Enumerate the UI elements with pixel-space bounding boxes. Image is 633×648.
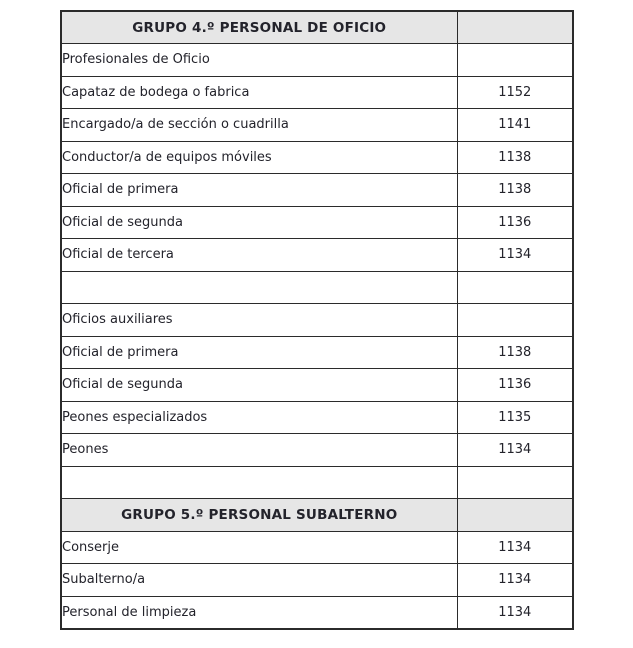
- salary-cell: 1152: [457, 76, 573, 109]
- category-cell: Oficial de segunda: [61, 369, 457, 402]
- category-cell: [61, 466, 457, 499]
- spacer-row: [61, 271, 573, 304]
- category-cell: Oficial de primera: [61, 174, 457, 207]
- salary-cell: 1134: [457, 239, 573, 272]
- salary-cell: 1138: [457, 174, 573, 207]
- table-row: [61, 564, 573, 597]
- group-header-row: [61, 11, 573, 44]
- table-row: [61, 141, 573, 174]
- table-row: [61, 531, 573, 564]
- category-cell: Personal de limpieza: [61, 596, 457, 629]
- table-row: [61, 206, 573, 239]
- category-cell: Peones: [61, 434, 457, 467]
- table-row: [61, 239, 573, 272]
- category-cell: Peones especializados: [61, 401, 457, 434]
- salary-cell: 1141: [457, 109, 573, 142]
- category-cell: Conductor/a de equipos móviles: [61, 141, 457, 174]
- salary-cell: 1136: [457, 206, 573, 239]
- salary-cell: [457, 44, 573, 77]
- category-cell: Oficios auxiliares: [61, 304, 457, 337]
- table-row: [61, 174, 573, 207]
- table-row: [61, 401, 573, 434]
- category-cell: Oficial de tercera: [61, 239, 457, 272]
- salary-cell: [457, 499, 573, 532]
- salary-cell: 1138: [457, 141, 573, 174]
- salary-cell: 1134: [457, 434, 573, 467]
- category-cell: Subalterno/a: [61, 564, 457, 597]
- salary-cell: [457, 304, 573, 337]
- salary-cell: [457, 271, 573, 304]
- salary-cell: 1135: [457, 401, 573, 434]
- category-cell: Conserje: [61, 531, 457, 564]
- category-cell: Oficial de primera: [61, 336, 457, 369]
- category-cell: Capataz de bodega o fabrica: [61, 76, 457, 109]
- salary-cell: 1138: [457, 336, 573, 369]
- group-header-row: [61, 499, 573, 532]
- salary-table: [60, 10, 574, 630]
- table-row: [61, 76, 573, 109]
- salary-cell: [457, 11, 573, 44]
- category-cell: Encargado/a de sección o cuadrilla: [61, 109, 457, 142]
- salary-cell: 1134: [457, 531, 573, 564]
- spacer-row: [61, 466, 573, 499]
- table-row: [61, 109, 573, 142]
- category-cell: [61, 271, 457, 304]
- salary-cell: 1134: [457, 596, 573, 629]
- table-row: [61, 596, 573, 629]
- table-row: [61, 434, 573, 467]
- salary-table-body: [61, 11, 573, 629]
- salary-cell: [457, 466, 573, 499]
- category-cell: Profesionales de Oficio: [61, 44, 457, 77]
- table-row: [61, 369, 573, 402]
- category-cell: Oficial de segunda: [61, 206, 457, 239]
- group-title: GRUPO 4.º PERSONAL DE OFICIO: [61, 11, 457, 44]
- table-row: [61, 336, 573, 369]
- table-row: [61, 304, 573, 337]
- group-title: GRUPO 5.º PERSONAL SUBALTERNO: [61, 499, 457, 532]
- salary-cell: 1136: [457, 369, 573, 402]
- salary-cell: 1134: [457, 564, 573, 597]
- table-row: [61, 44, 573, 77]
